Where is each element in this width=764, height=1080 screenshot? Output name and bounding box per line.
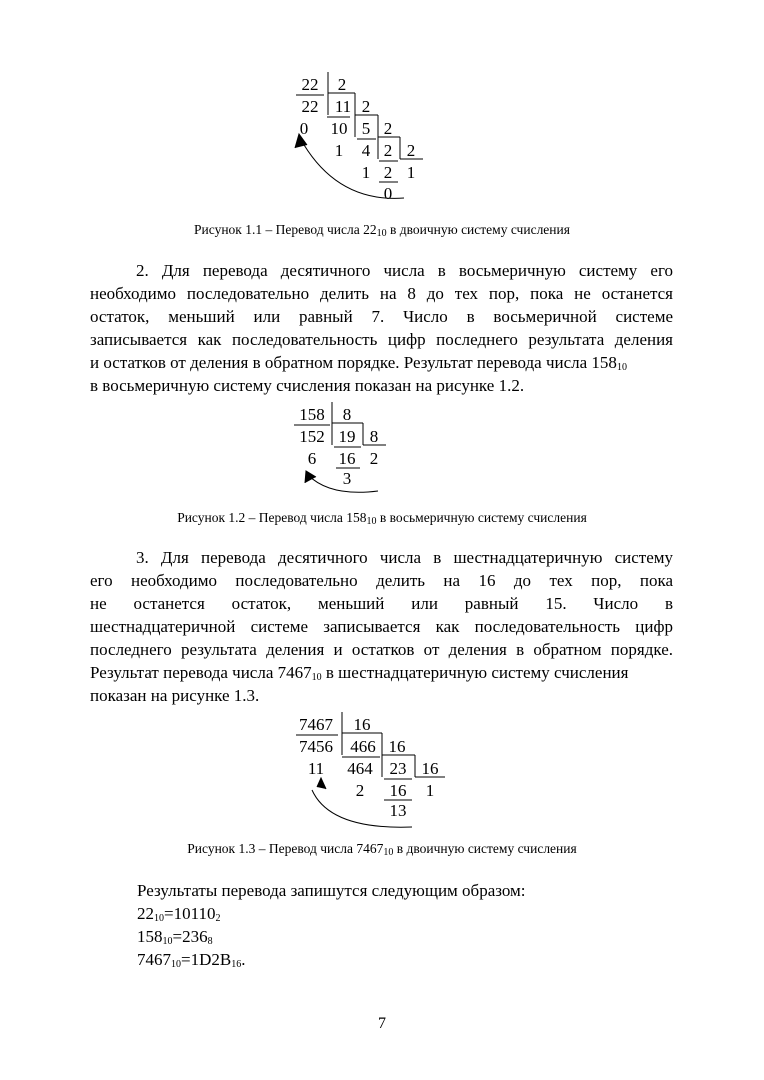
figure-1-1-diagram bbox=[280, 68, 440, 203]
fig3-cell: 13 bbox=[389, 801, 407, 820]
fig1-cell: 2 bbox=[361, 97, 371, 116]
fig2-cell: 19 bbox=[338, 427, 356, 446]
paragraph-hexadecimal bbox=[90, 546, 673, 707]
fig1-cell: 10 bbox=[330, 119, 348, 138]
fig1-cell: 1 bbox=[334, 141, 344, 160]
fig3-cell: 1 bbox=[425, 781, 435, 800]
figure-1-2-diagram bbox=[290, 400, 410, 500]
conversion-results bbox=[137, 879, 526, 971]
fig1-cell: 2 bbox=[337, 75, 347, 94]
fig1-cell: 2 bbox=[383, 119, 393, 138]
fig3-arrowhead bbox=[317, 778, 326, 789]
text-line: 3. Для перевода десятичного числа в шестнадцатеричную систему bbox=[136, 548, 673, 567]
fig3-cell: 466 bbox=[350, 737, 376, 756]
fig1-cell: 2 bbox=[406, 141, 416, 160]
figure-1-2-caption: Рисунок 1.2 – Перевод числа $158_{10}$ в восьмеричную систему счисления bbox=[177, 510, 587, 527]
fig3-cell: 464 bbox=[347, 759, 373, 778]
text-line: его необходимо последовательно делить на 16 до тех пор, пока bbox=[90, 571, 673, 590]
fig1-cell: 5 bbox=[361, 119, 371, 138]
result-line: $7467_{10}=1D2B_{16}$. bbox=[137, 950, 246, 970]
fig1-cell: 22 bbox=[301, 75, 319, 94]
result-line: $158_{10}=236_8$ bbox=[137, 927, 213, 947]
fig1-cell: 0 bbox=[299, 119, 309, 138]
text-line: шестнадцатеричной системе записывается как последовательность цифр bbox=[90, 617, 673, 636]
text-line: не останется остаток, меньший или равный 15. Число в bbox=[90, 594, 673, 613]
fig1-cell: 11 bbox=[334, 97, 352, 116]
fig1-cell: 2 bbox=[383, 163, 393, 182]
figure-1-3-caption: Рисунок 1.3 – Перевод числа $7467_{10}$ в двоичную систему счисления bbox=[187, 841, 577, 858]
fig2-cell: 152 bbox=[299, 427, 325, 446]
paragraph-octal bbox=[90, 259, 673, 397]
fig1-cell: 4 bbox=[361, 141, 371, 160]
fig2-cell: 3 bbox=[342, 469, 352, 488]
result-line: $22_{10}=10110_2$ bbox=[137, 904, 221, 924]
fig2-cell: 8 bbox=[342, 405, 352, 424]
fig3-cell: 16 bbox=[353, 715, 371, 734]
page-number: 7 bbox=[378, 1015, 386, 1032]
results-heading: Результаты перевода запишутся следующим образом: bbox=[137, 881, 526, 900]
fig2-arrowhead bbox=[305, 471, 316, 483]
fig1-cell: 22 bbox=[301, 97, 319, 116]
text-line: последнего результата деления и остатков от деления в обратном порядке. bbox=[90, 640, 673, 659]
fig2-cell: 2 bbox=[369, 449, 379, 468]
fig1-cell: 1 bbox=[406, 163, 416, 182]
fig3-cell: 16 bbox=[389, 781, 407, 800]
fig2-cell: 16 bbox=[338, 449, 356, 468]
fig1-cell: 2 bbox=[383, 141, 393, 160]
text-line: и остатков от деления в обратном порядке. Результат перевода числа $158_{10}$ bbox=[90, 353, 627, 373]
fig2-cell: 8 bbox=[369, 427, 379, 446]
fig2-cell: 6 bbox=[307, 449, 317, 468]
text-line: 2. Для перевода десятичного числа в восьмеричную систему его bbox=[136, 261, 673, 280]
fig2-cell: 158 bbox=[299, 405, 325, 424]
fig3-cell: 16 bbox=[421, 759, 439, 778]
fig3-cell: 2 bbox=[355, 781, 365, 800]
text-line: Результат перевода числа $7467_{10}$ в шестнадцатеричную систему счисления bbox=[90, 663, 629, 683]
fig3-cell: 23 bbox=[389, 759, 407, 778]
fig1-cell: 0 bbox=[383, 184, 393, 203]
text-line: показан на рисунке 1.3. bbox=[90, 686, 260, 705]
text-line: в восьмеричную систему счисления показан на рисунке 1.2. bbox=[90, 376, 525, 395]
fig3-cell: 11 bbox=[307, 759, 325, 778]
fig3-cell: 7467 bbox=[299, 715, 333, 734]
text-line: необходимо последовательно делить на 8 до тех пор, пока не останется bbox=[90, 284, 673, 303]
fig1-cell: 1 bbox=[361, 163, 371, 182]
fig3-cell: 16 bbox=[388, 737, 406, 756]
figure-1-1-caption: Рисунок 1.1 – Перевод числа $22_{10}$ в двоичную систему счисления bbox=[194, 222, 570, 239]
figure-1-3-diagram bbox=[290, 710, 460, 835]
fig3-cell: 7456 bbox=[299, 737, 333, 756]
text-line: остаток, меньший или равный 7. Число в восьмеричной системе bbox=[90, 307, 673, 326]
text-line: записывается как последовательность цифр последнего результата деления bbox=[90, 330, 673, 349]
